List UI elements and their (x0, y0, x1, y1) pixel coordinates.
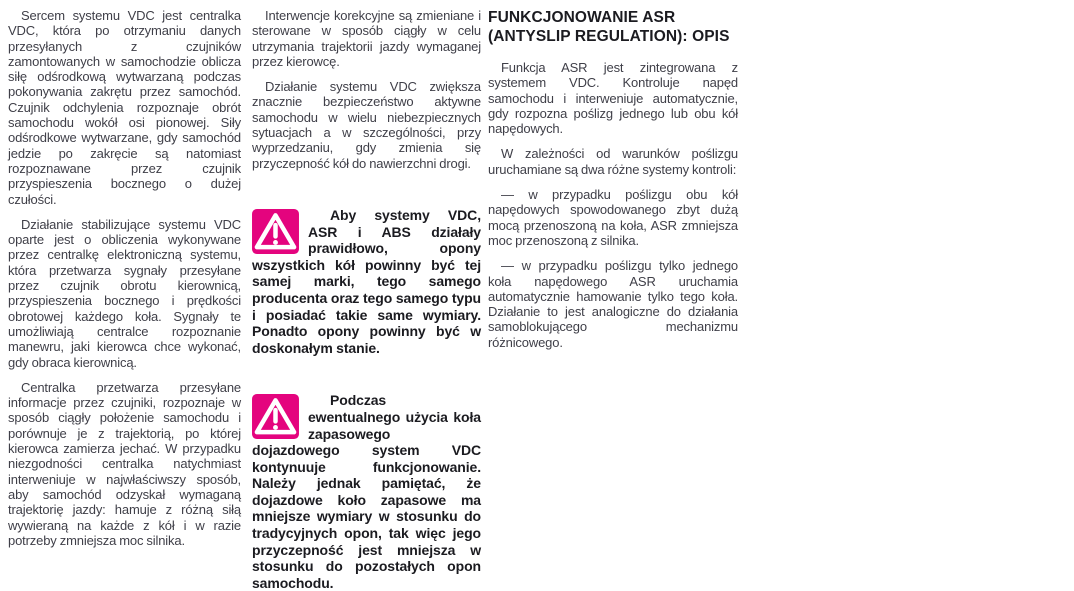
paragraph: Funkcja ASR jest zintegrowana z systemem VDC. Kontroluje napęd samochodu i interweniuje automatycznie, gdy rozpozna poślizg jednego lub obu kół napędowych. (488, 60, 738, 137)
column-vdc-intro (8, 8, 241, 558)
section-heading (488, 8, 738, 46)
column-vdc-warnings (252, 8, 481, 591)
warning-text: Aby systemy VDC, ASR i ABS działały prawidłowo, opony wszystkich kół powinny być tej samej marki, tego samego producenta oraz tego samego typu i posiadać takie same wymiary. Ponadto opony powinny być w doskonałym stanie. (252, 206, 481, 356)
paragraph: Sercem systemu VDC jest centralka VDC, która po otrzymaniu danych przesyłanych z czujników zamontowanych w samochodzie oblicza siłę odśrodkową wytwarzaną podczas pokonywania zakrętu przez samochód. Czujnik odchylenia rozpoznaje obrót samochodu wokół osi pionowej. Siły odśrodkowe wytwarzane, gdy samochód jedzie po zakręcie są natomiast rozpoznawane przez czujnik przyspieszenia bocznego o dużej czułości. (8, 8, 241, 207)
section-heading-line2: (ANTYSLIP REGULATION): OPIS (488, 28, 730, 45)
bullet-paragraph: — w przypadku poślizgu obu kół napędowych spowodowanego zbyt dużą mocą przenoszoną na koła, ASR zmniejsza moc przenoszoną z silnika. (488, 187, 738, 248)
paragraph: W zależności od warunków poślizgu uruchamiane są dwa różne systemy kontroli: (488, 146, 738, 177)
column-asr-section (488, 8, 738, 360)
bullet-paragraph: — w przypadku poślizgu tylko jednego koła napędowego ASR uruchamia automatycznie hamowanie tylko tego koła. Działanie to jest analogiczne do działania samoblokującego mechanizmu różnicowego. (488, 258, 738, 350)
paragraph: Działanie systemu VDC zwiększa znacznie bezpieczeństwo aktywne samochodu w wielu niebezpiecznych sytuacjach a w szczególności, przy wyprzedzaniu, gdy zmienia się przyczepność kół do nawierzchni drogi. (252, 79, 481, 171)
paragraph: Centralka przetwarza przesyłane informacje przez czujniki, rozpoznaje w sposób ciągły położenie samochodu i porównuje je z trajektorią, po której kierowca zamierza jechać. W przypadku niezgodności centralka natychmiast interweniuje w najwłaściwszy sposób, aby samochód odzyskał wymaganą trajektorię jazdy: hamuje z różną siłą wywieraną na każde z kół i w razie potrzeby zmniejsza moc silnika. (8, 379, 241, 548)
section-heading-line1: FUNKCJONOWANIE ASR (488, 9, 676, 26)
warning-triangle-icon (252, 209, 299, 254)
warning-box (252, 392, 481, 591)
warning-triangle-icon (252, 394, 299, 439)
warning-text: Podczas ewentualnego użycia koła zapasowego dojazdowego system VDC kontynuuje funkcjonowanie. Należy jednak pamiętać, że dojazdowe koło zapasowe ma mniejsze wymiary w stosunku do tradycyjnych opon, tak więc jego przyczepność jest mniejsza w stosunku do pozostałych opon samochodu. (252, 392, 481, 591)
warning-box (252, 207, 481, 356)
paragraph: Interwencje korekcyjne są zmieniane i sterowane w sposób ciągły w celu utrzymania trajektorii jazdy wymaganej przez kierowcę. (252, 8, 481, 69)
paragraph: Działanie stabilizujące systemu VDC oparte jest o obliczenia wykonywane przez centralkę elektroniczną systemu, która przetwarza sygnały przesyłane przez czujnik obrotu kierownicą, przyspieszenia bocznego i prędkości obrotowej każdego koła. Sygnały te umożliwiają centralce rozpoznanie manewru, jaki kierowca chce wykonać, gdy obraca kierownicą. (8, 216, 241, 370)
